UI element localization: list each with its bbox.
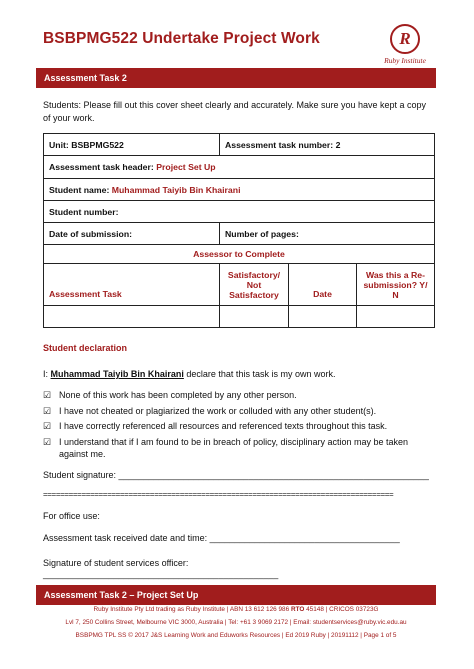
checklist-item-text: I have correctly referenced all resources and referenced texts throughout this task. [59, 421, 388, 431]
task-header-label: Assessment task header: [49, 162, 154, 172]
footer-line-1 [36, 606, 436, 613]
section-band-top: Assessment Task 2 [36, 68, 436, 88]
checklist-item [43, 389, 438, 402]
student-signature-line[interactable]: Student signature: ______________________________________________________________ [43, 470, 429, 480]
checkbox-checked-icon[interactable]: ☑ [43, 405, 52, 416]
col-date: Date [289, 264, 357, 306]
footer-line-3: BSBPMG TPL SS © 2017 J&S Learning Work and Eduworks Resources | Ed 2019 Ruby | 20191112 | Page 1 of 5 [75, 632, 397, 639]
date-of-submission-cell[interactable]: Date of submission: [44, 223, 220, 245]
footer-rto-label: RTO [290, 606, 305, 613]
footer-codes: 45148 | CRICOS 03723G [306, 606, 379, 613]
office-use-label: For office use: [43, 511, 100, 521]
cell-date[interactable] [289, 306, 357, 328]
unit-cell: Unit: BSBPMG522 [44, 134, 220, 156]
number-of-pages-cell[interactable]: Number of pages: [220, 223, 435, 245]
checklist-item [43, 420, 438, 433]
intro-text: Students: Please fill out this cover sheet clearly and accurately. Make sure you have kept a copy of your work. [43, 100, 427, 123]
cover-sheet-table [43, 133, 435, 328]
section-band-bottom: Assessment Task 2 – Project Set Up [36, 585, 436, 605]
declaration-suffix: declare that this task is my own work. [186, 369, 336, 379]
checklist-item-text: I have not cheated or plagiarized the work or colluded with any other student(s). [59, 405, 377, 416]
ruby-institute-logo [380, 24, 430, 70]
cell-resubmission[interactable] [357, 306, 435, 328]
footer-line-2: Lvl 7, 250 Collins Street, Melbourne VIC 3000, Australia | Tel: +61 3 9069 2172 | Email: studentservices@ruby.vic.edu.au [65, 619, 407, 626]
cell-satisfactory[interactable] [220, 306, 289, 328]
cell-assessment-task[interactable] [44, 306, 220, 328]
received-date-line[interactable]: Assessment task received date and time: ______________________________________ [43, 533, 400, 543]
task-header-cell [44, 156, 435, 179]
checklist-item-text: I understand that if I am found to be in breach of policy, disciplinary action may be taken against me. [59, 436, 409, 459]
logo-text: Ruby Institute [384, 56, 426, 65]
declaration-title: Student declaration [43, 343, 128, 353]
col-satisfactory: Satisfactory/ Not Satisfactory [220, 264, 289, 306]
col-resubmission: Was this a Re-submission? Y/ N [357, 264, 435, 306]
task-header-value: Project Set Up [156, 162, 216, 172]
declaration-statement [43, 369, 335, 379]
declaration-student-name: Muhammad Taiyib Bin Khairani [50, 369, 184, 379]
col-assessment-task: Assessment Task [44, 264, 220, 306]
student-name-value: Muhammad Taiyib Bin Khairani [111, 184, 241, 195]
checkbox-checked-icon[interactable]: ☑ [43, 421, 52, 431]
declaration-prefix: I: [43, 369, 49, 379]
assessor-header: Assessor to Complete [44, 245, 435, 264]
checkbox-checked-icon[interactable]: ☑ [43, 390, 52, 400]
officer-signature-label: Signature of student services officer: [43, 558, 189, 568]
student-number-cell[interactable]: Student number: [44, 201, 435, 223]
student-name-label: Student name: [49, 184, 110, 195]
footer-company: Ruby Institute Pty Ltd trading as Ruby Institute | ABN 13 612 126 986 [93, 606, 290, 613]
student-name-cell[interactable] [44, 179, 435, 201]
checklist-item [43, 436, 438, 461]
separator-line: ================================================================================== [43, 490, 394, 499]
logo-emblem-icon: R [390, 24, 420, 54]
officer-signature-line[interactable]: _______________________________________________ [43, 569, 279, 579]
declaration-checklist [43, 389, 438, 464]
checklist-item [43, 405, 438, 418]
page-title: BSBPMG522 Undertake Project Work [43, 30, 320, 47]
checkbox-checked-icon[interactable]: ☑ [43, 436, 52, 447]
task-number-cell: Assessment task number: 2 [220, 134, 435, 156]
checklist-item-text: None of this work has been completed by any other person. [59, 390, 297, 400]
